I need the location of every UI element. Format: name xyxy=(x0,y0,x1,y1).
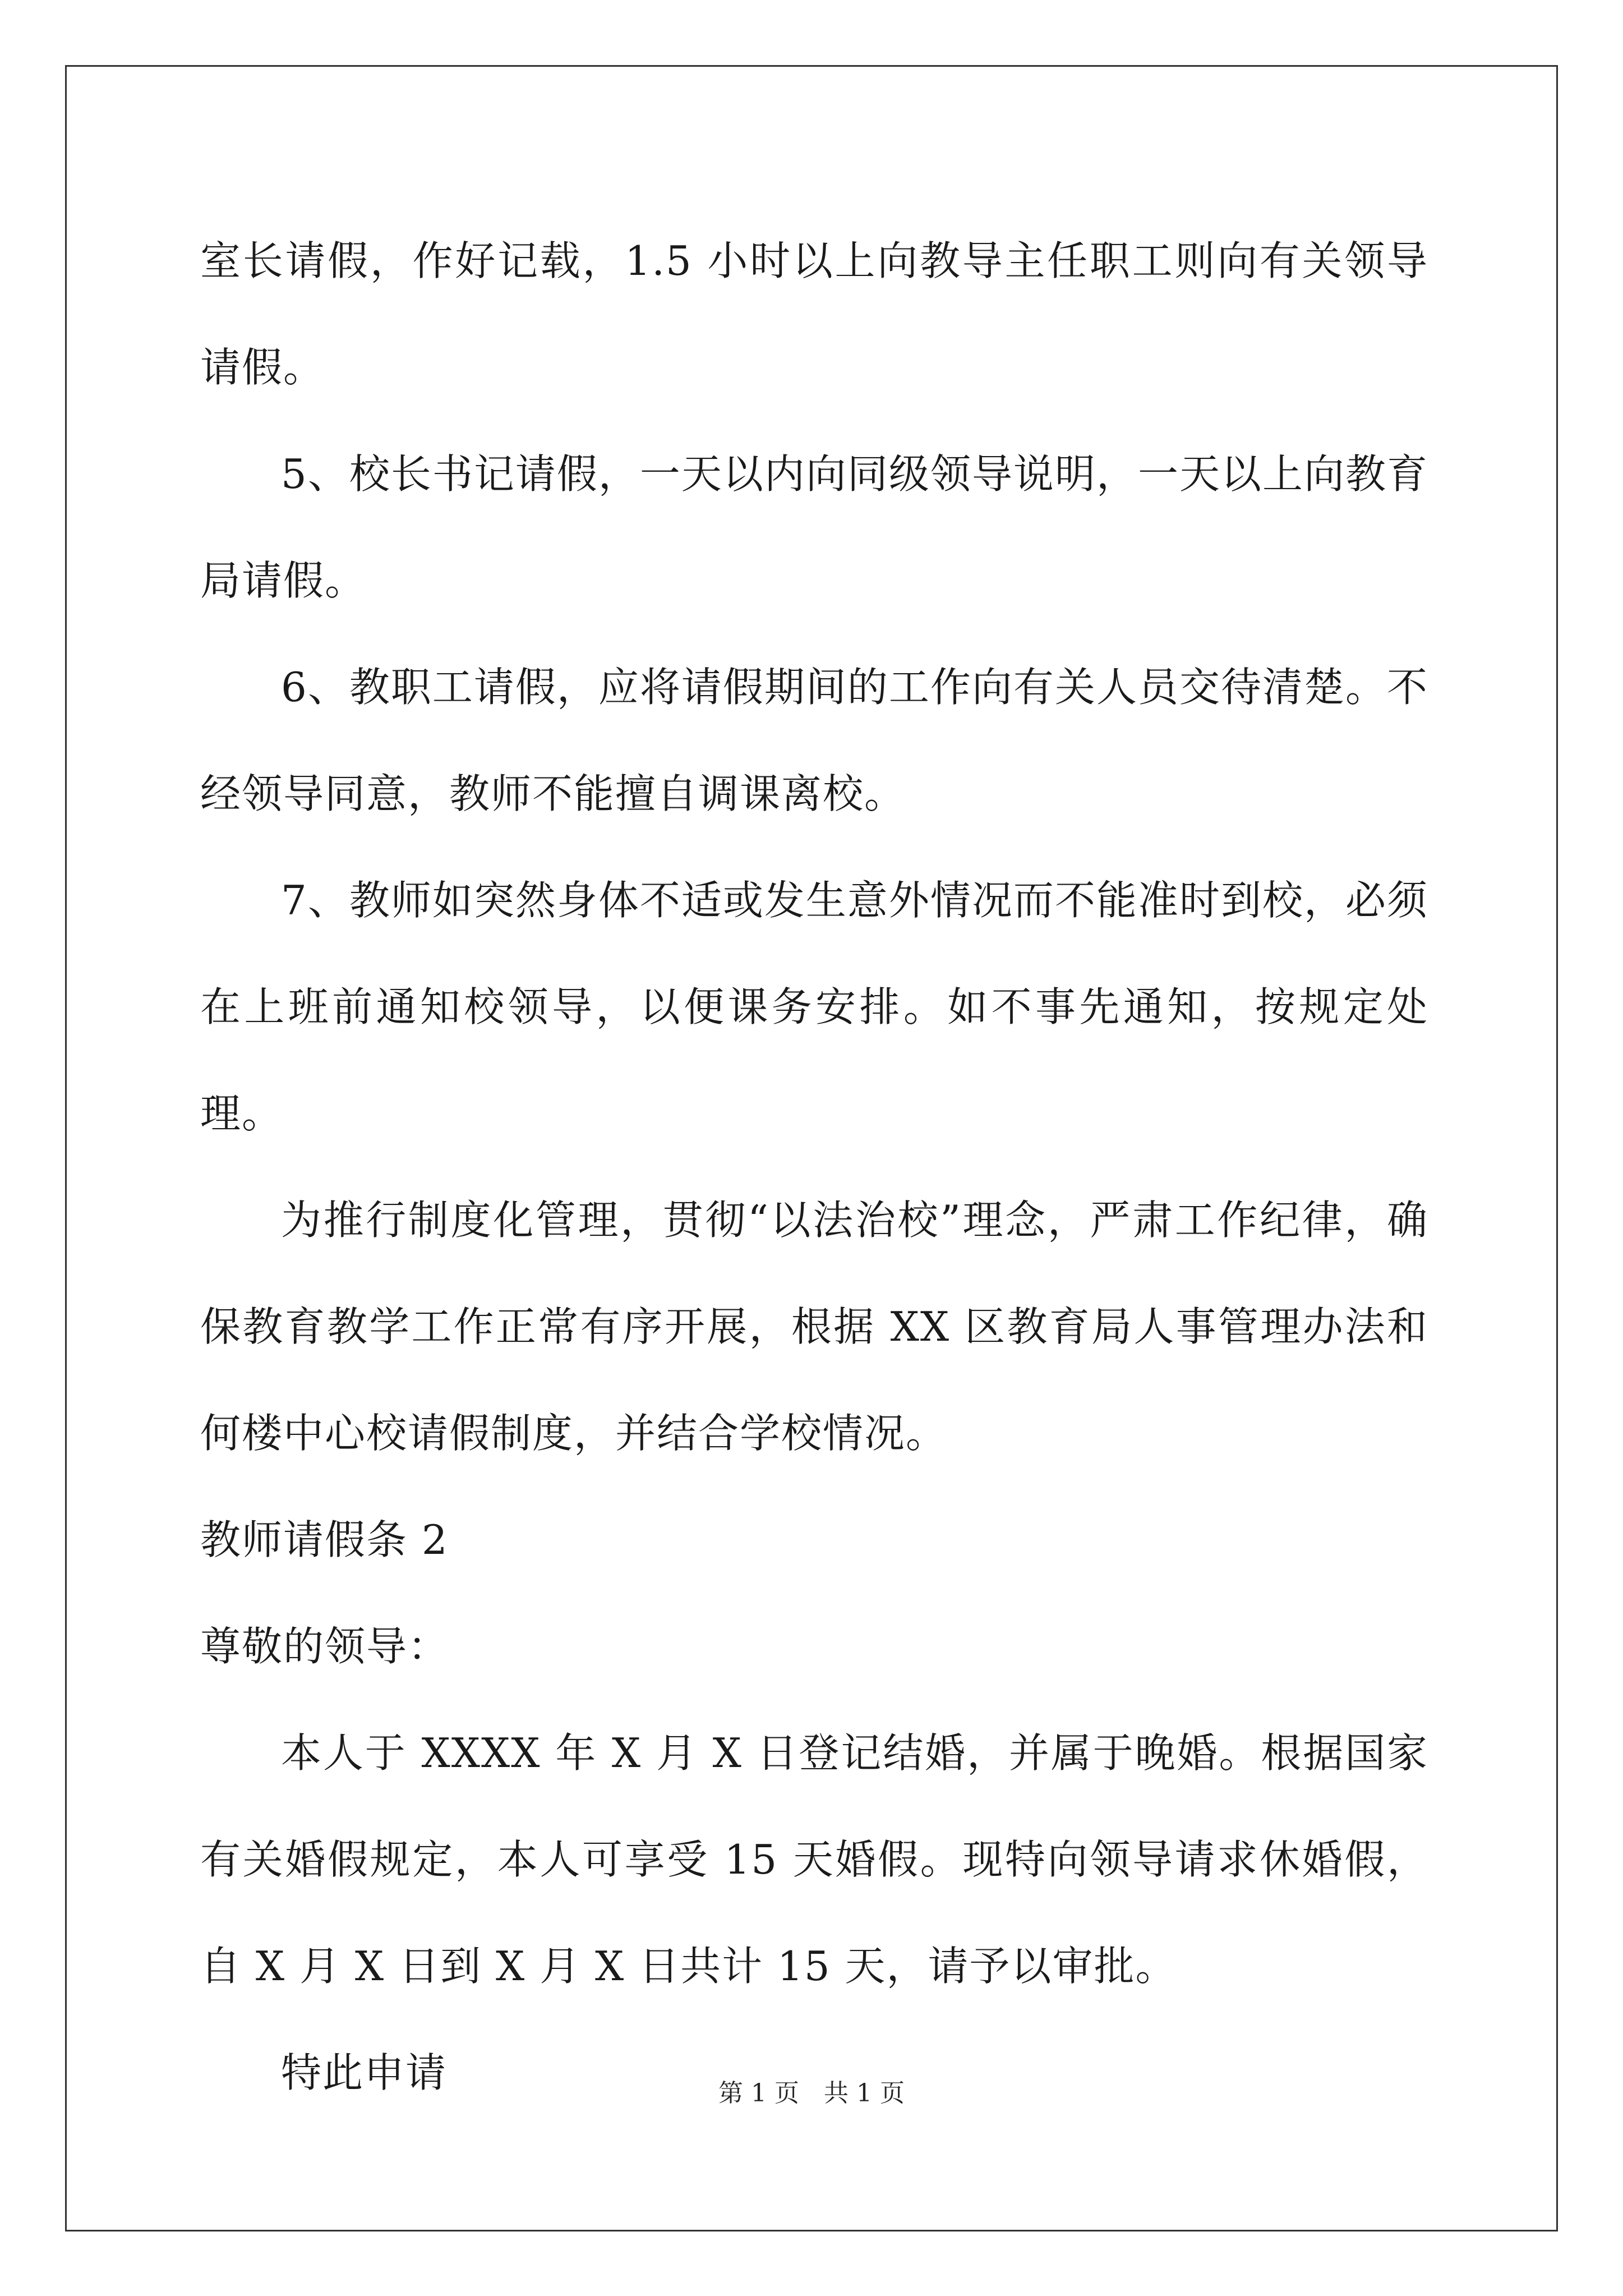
paragraph-purpose: 为推行制度化管理，贯彻“以法治校”理念，严肃工作纪律，确保教育教学工作正常有序开展，根据 XX 区教育局人事管理办法和何楼中心校请假制度，并结合学校情况。 xyxy=(200,1197,1428,1457)
leave-request-body: 本人于 XXXX 年 X 月 X 日登记结婚，并属于晚婚。根据国家有关婚假规定，本人可享受 15 天婚假。现特向领导请求休婚假，自 X 月 X 日到 X 月 X 日共计 15 天，请予以审批。 xyxy=(200,1729,1428,1990)
closing-line: 特此申请 xyxy=(281,2049,448,2096)
document-body xyxy=(200,208,1428,2126)
salutation: 尊敬的领导： xyxy=(200,1623,450,1670)
paragraph-item-6: 6、教职工请假，应将请假期间的工作向有关人员交待清楚。不经领导同意，教师不能擅自调课离校。 xyxy=(200,664,1428,817)
paragraph-item-5: 5、校长书记请假，一天以内向同级领导说明，一天以上向教育局请假。 xyxy=(200,450,1428,604)
paragraph-continuation: 室长请假，作好记载，1.5 小时以上向教导主任职工则向有关领导请假。 xyxy=(200,237,1428,391)
section-title: 教师请假条 2 xyxy=(200,1516,449,1563)
paragraph-item-7: 7、教师如突然身体不适或发生意外情况而不能准时到校，必须在上班前通知校领导，以便课务安排。如不事先通知，按规定处理。 xyxy=(200,877,1428,1137)
page-footer: 第 1 页 共 1 页 xyxy=(718,2079,905,2108)
